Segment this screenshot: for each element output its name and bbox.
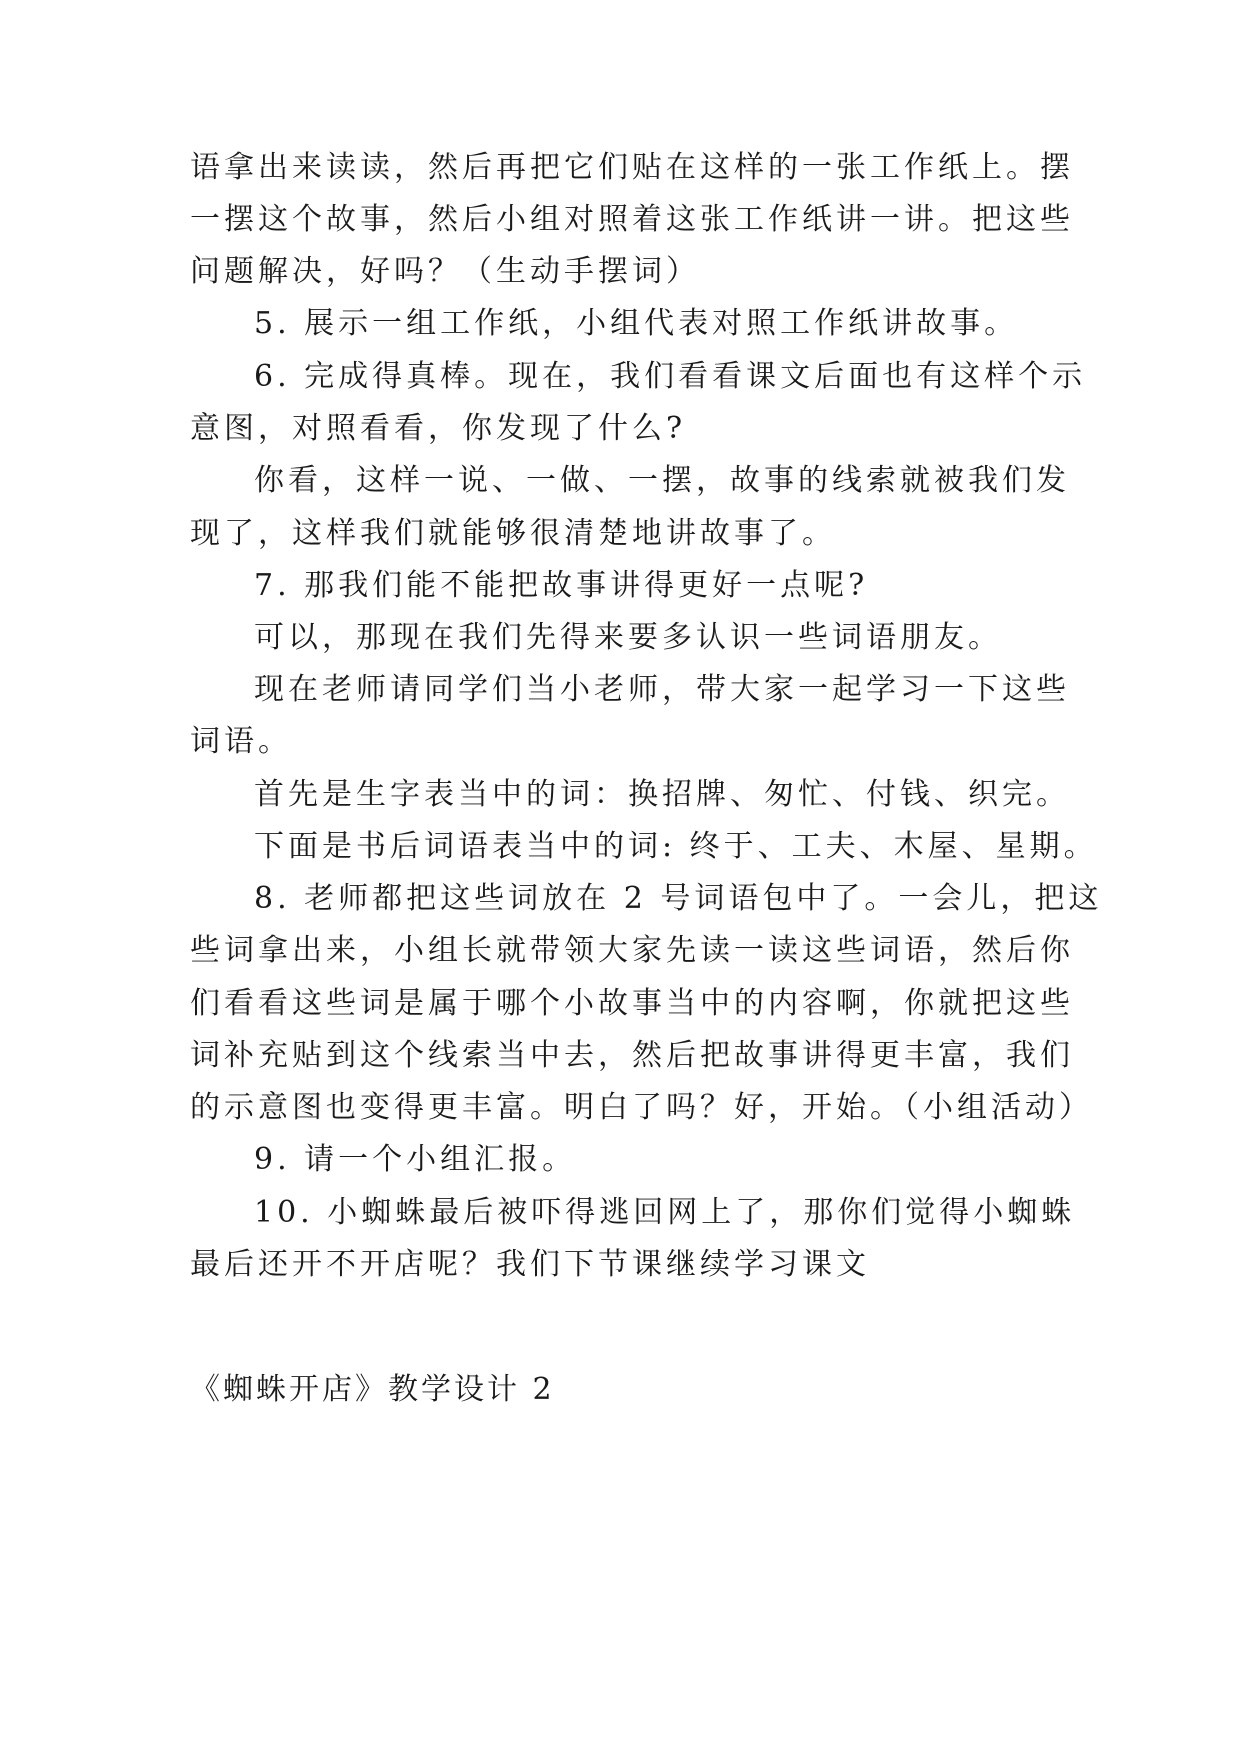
section-title: 《蜘蛛开店》教学设计 2 <box>190 1372 555 1407</box>
text-line: 的示意图也变得更丰富。明白了吗？好，开始。（小组活动） <box>190 1090 1093 1125</box>
text-line: 你看，这样一说、一做、一摆，故事的线索就被我们发 <box>254 463 1070 498</box>
text-line: 10. 小蜘蛛最后被吓得逃回网上了，那你们觉得小蜘蛛 <box>254 1195 1076 1230</box>
text-line: 词补充贴到这个线索当中去，然后把故事讲得更丰富，我们 <box>190 1038 1074 1073</box>
text-line: 5. 展示一组工作纸，小组代表对照工作纸讲故事。 <box>254 306 1019 341</box>
text-line: 意图，对照看看，你发现了什么? <box>190 411 687 446</box>
text-line: 语拿出来读读，然后再把它们贴在这样的一张工作纸上。摆 <box>190 150 1074 185</box>
text-line: 8. 老师都把这些词放在 2 号词语包中了。一会儿，把这 <box>254 881 1103 916</box>
text-line: 最后还开不开店呢？我们下节课继续学习课文 <box>190 1247 870 1282</box>
text-line: 现在老师请同学们当小老师，带大家一起学习一下这些 <box>254 672 1070 707</box>
text-line: 一摆这个故事，然后小组对照着这张工作纸讲一讲。把这些 <box>190 202 1074 237</box>
text-line: 词语。 <box>190 724 292 759</box>
text-line: 下面是书后词语表当中的词: 终于、工夫、木屋、星期。 <box>254 829 1098 864</box>
text-line: 些词拿出来，小组长就带领大家先读一读这些词语，然后你 <box>190 933 1074 968</box>
text-line: 7. 那我们能不能把故事讲得更好一点呢? <box>254 568 869 603</box>
text-line: 6. 完成得真棒。现在，我们看看课文后面也有这样个示 <box>254 359 1087 394</box>
text-line: 可以，那现在我们先得来要多认识一些词语朋友。 <box>254 620 1002 655</box>
text-line: 问题解决，好吗？（生动手摆词） <box>190 254 700 289</box>
text-line: 首先是生字表当中的词：换招牌、匆忙、付钱、织完。 <box>254 777 1070 812</box>
text-line: 9. 请一个小组汇报。 <box>254 1142 577 1177</box>
text-line: 们看看这些词是属于哪个小故事当中的内容啊，你就把这些 <box>190 986 1074 1021</box>
text-line: 现了，这样我们就能够很清楚地讲故事了。 <box>190 516 836 551</box>
